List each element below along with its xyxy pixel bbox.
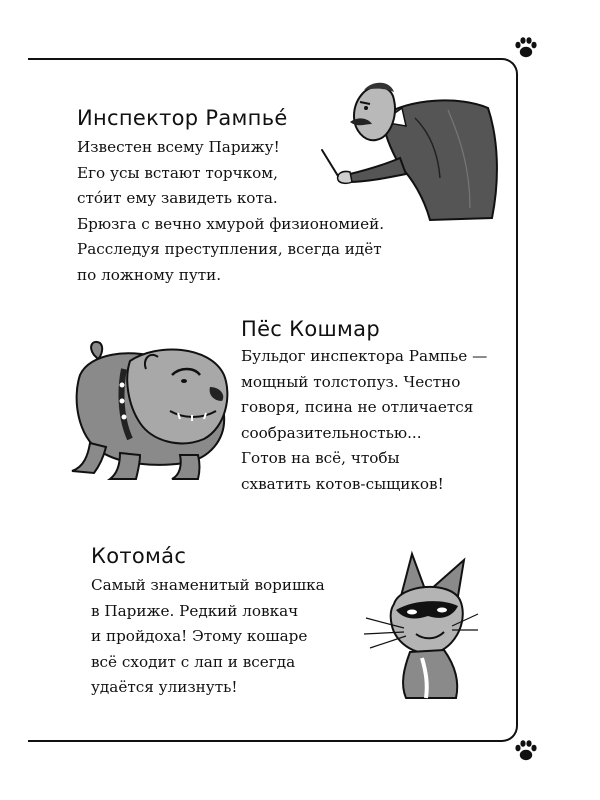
description-line: схватить котов-сыщиков! xyxy=(241,474,444,493)
description-line: и пройдоха! Этому кошаре xyxy=(91,627,308,646)
description-line: всё сходит с лап и всегда xyxy=(91,652,296,671)
description-line: Брюзга с вечно хмурой физиономией. xyxy=(77,214,385,233)
character-description-cat xyxy=(91,573,325,701)
character-name-inspector: Инспектор Рампье́ xyxy=(77,106,288,130)
description-line: Самый знаменитый воришка xyxy=(91,576,325,594)
description-line: сто́ит ему завидеть кота. xyxy=(77,189,278,208)
character-description-dog xyxy=(241,344,487,498)
cat-illustration xyxy=(360,548,480,700)
character-name-dog: Пёс Кошмар xyxy=(241,317,380,341)
description-line: говоря, псина не отличается xyxy=(241,398,474,417)
description-line: Известен всему Парижу! xyxy=(77,138,280,156)
bulldog-illustration xyxy=(60,335,238,485)
description-line: Расследуя преступления, всегда идёт xyxy=(77,240,382,259)
paw-print-icon xyxy=(513,35,539,61)
description-line: Его усы встают торчком, xyxy=(77,163,278,182)
description-line: сообразительностью... xyxy=(241,423,422,442)
character-name-cat: Котома́с xyxy=(91,544,187,568)
description-line: удаётся улизнуть! xyxy=(91,678,238,697)
description-line: Бульдог инспектора Рампье — xyxy=(241,347,488,365)
paw-print-icon xyxy=(513,738,539,764)
description-line: в Париже. Редкий ловкач xyxy=(91,601,299,620)
description-line: Готов на всё, чтобы xyxy=(241,449,400,468)
inspector-illustration xyxy=(320,78,505,223)
description-line: мощный толстопуз. Честно xyxy=(241,372,461,391)
description-line: по ложному пути. xyxy=(77,265,222,284)
